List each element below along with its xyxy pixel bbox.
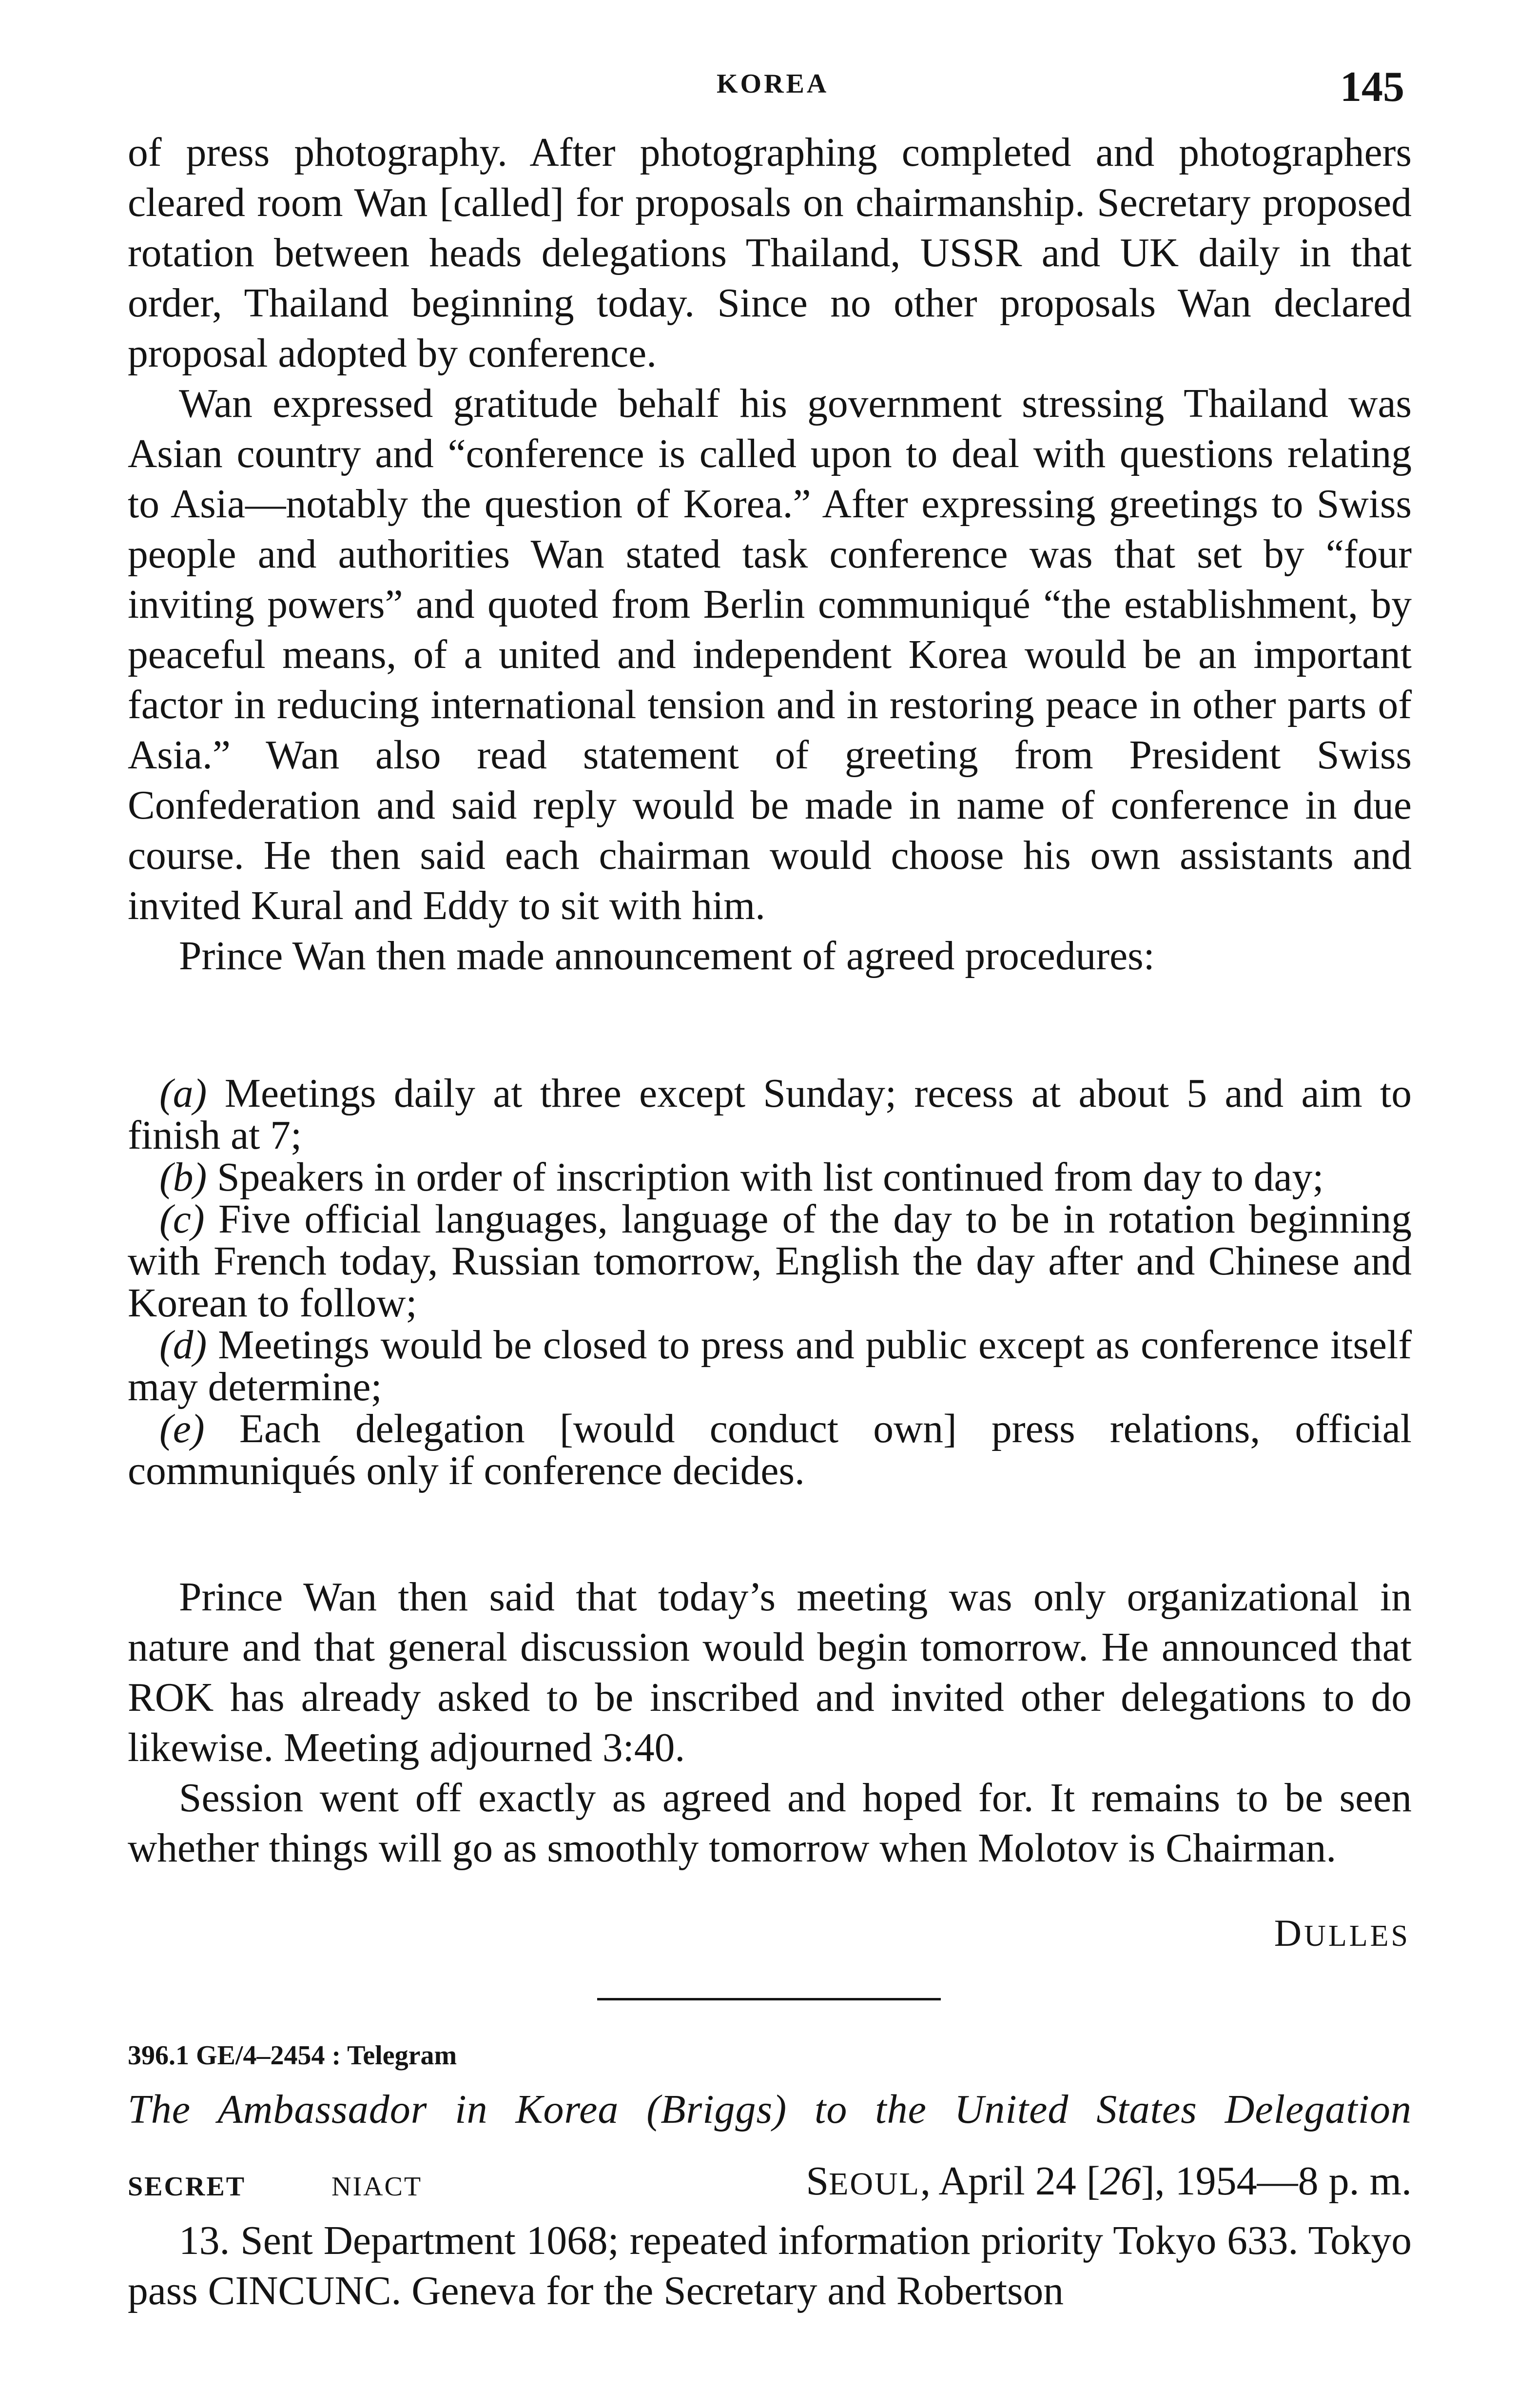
place-initial: S: [806, 2158, 829, 2204]
procedure-item-c: [128, 1198, 1412, 1324]
document-heading: The Ambassador in Korea (Briggs) to the United States Delegation: [128, 2087, 1412, 2132]
body-text-upper: [128, 128, 1412, 981]
signature: [1274, 1911, 1410, 1955]
date-part-1: , April 24 [: [920, 2158, 1100, 2204]
page-number: 145: [1340, 63, 1404, 111]
procedure-letter: (c): [159, 1197, 205, 1242]
procedure-text: Speakers in order of inscription with list continued from day to day;: [217, 1155, 1324, 1200]
document-reference: 396.1 GE/4–2454 : Telegram: [128, 2040, 457, 2071]
precedence-label: NIACT: [331, 2172, 423, 2202]
procedure-text: Meetings daily at three except Sunday; recess at about 5 and aim to finish at 7;: [128, 1071, 1412, 1158]
paragraph-4: Prince Wan then said that today’s meeting was only organizational in nature and that general discussion would begin tomorrow. He announced that ROK has already asked to be inscribed and invited other delegations to do likewise. Meeting adjourned 3:40.: [128, 1575, 1412, 1770]
dateline: [806, 2157, 1412, 2205]
procedure-letter: (d): [159, 1323, 207, 1368]
telegram-message: 13. Sent Department 1068; repeated information priority Tokyo 633. Tokyo pass CINCUNC. Geneva for the Secretary and Robertson: [128, 2218, 1412, 2313]
procedure-text: Five official languages, language of the day to be in rotation beginning with French today, Russian tomorrow, English the day after and Chinese and Korean to follow;: [128, 1197, 1412, 1326]
procedure-text: Each delegation [would conduct own] press relations, official communiqués only if conference decides.: [128, 1407, 1412, 1493]
procedure-item-e: [128, 1408, 1412, 1492]
telegram-body: [128, 2216, 1412, 2316]
procedure-item-a: [128, 1073, 1412, 1156]
classification-label: SECRET: [128, 2172, 246, 2202]
procedure-letter: (e): [159, 1407, 205, 1451]
place-rest: EOUL: [829, 2166, 921, 2202]
body-text-lower: [128, 1572, 1412, 1874]
procedure-letter: (b): [159, 1155, 207, 1200]
paragraph-5: Session went off exactly as agreed and hoped for. It remains to be seen whether things will go as smoothly tomorrow when Molotov is Chairman.: [128, 1776, 1412, 1871]
date-corrected: 26: [1100, 2158, 1141, 2204]
paragraph-2: Wan expressed gratitude behalf his government stressing Thailand was Asian country and “conference is called upon to deal with questions relating to Asia—notably the question of Korea.” After expressing greetings to Swiss people and authorities Wan stated task conference was that set by “four inviting powers” and quoted from Berlin communiqué “the establishment, by peaceful means, of a united and independent Korea would be an important factor in reducing international tension and in restoring peace in other parts of Asia.” Wan also read statement of greeting from President Swiss Confederation and said reply would be made in name of conference in due course. He then said each chairman would choose his own assistants and invited Kural and Eddy to sit with him.: [128, 381, 1412, 928]
procedure-text: Meetings would be closed to press and public except as conference itself may determine;: [128, 1323, 1412, 1410]
running-head: KOREA: [717, 69, 829, 99]
signature-rest: ULLES: [1304, 1919, 1410, 1953]
date-part-2: ], 1954—8 p. m.: [1141, 2158, 1412, 2204]
procedure-item-d: [128, 1324, 1412, 1408]
paragraph-3: Prince Wan then made announcement of agreed procedures:: [179, 934, 1155, 979]
signature-initial: D: [1274, 1912, 1304, 1954]
paragraph-1: of press photography. After photographing completed and photographers cleared room Wan [called] for proposals on chairmanship. Secretary proposed rotation between heads delegations Thailand, USSR and UK daily in that order, Thailand beginning today. Since no other proposals Wan declared proposal adopted by conference.: [128, 130, 1412, 376]
procedure-letter: (a): [159, 1071, 207, 1116]
procedure-item-b: [128, 1156, 1412, 1198]
section-divider: [597, 1998, 941, 2000]
procedures-list: [128, 1073, 1412, 1492]
